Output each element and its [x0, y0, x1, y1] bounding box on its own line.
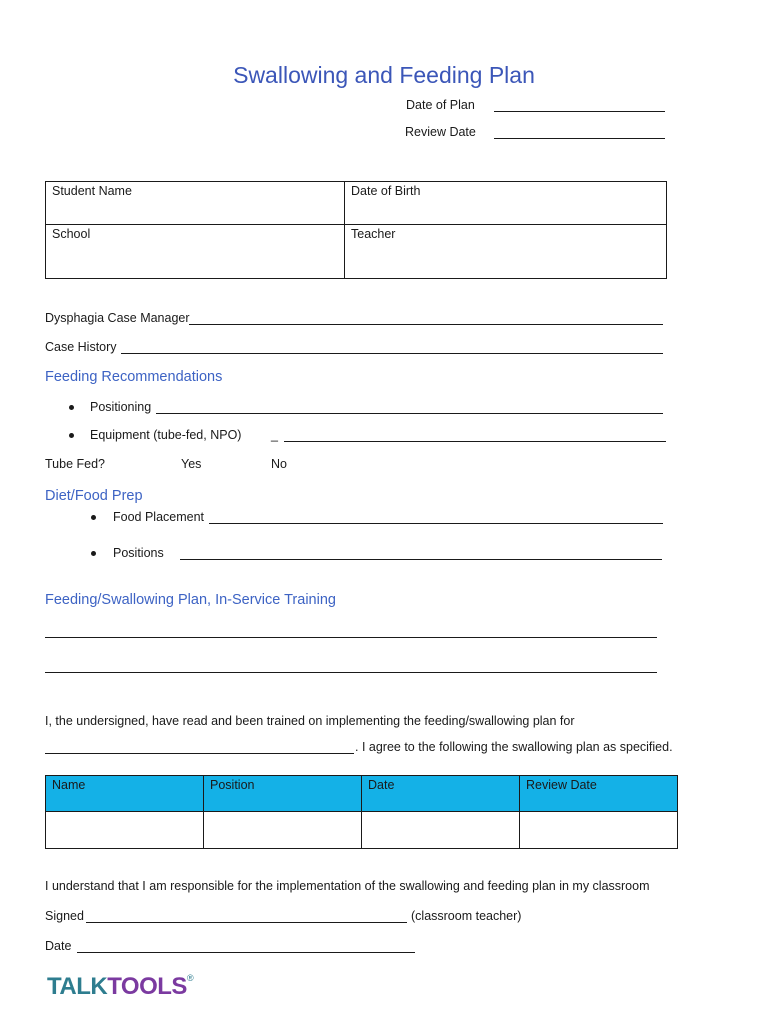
equipment-label: Equipment (tube-fed, NPO): [90, 428, 242, 442]
name-column-header: Name: [46, 776, 204, 812]
school-label: School: [52, 227, 91, 241]
date-column-header: Date: [362, 776, 520, 812]
diet-food-prep-heading: Diet/Food Prep: [45, 488, 143, 504]
equipment-prefix: _: [271, 428, 278, 442]
signed-suffix: (classroom teacher): [411, 909, 522, 923]
training-field-line-2[interactable]: [45, 672, 657, 673]
feeding-recommendations-heading: Feeding Recommendations: [45, 369, 223, 385]
positioning-field[interactable]: [156, 413, 663, 414]
bullet-icon: [91, 551, 96, 556]
review-date-label: Review Date: [405, 125, 476, 139]
teacher-cell[interactable]: [345, 225, 667, 279]
positions-field[interactable]: [180, 559, 662, 560]
equipment-field[interactable]: [284, 441, 666, 442]
table-row: [46, 812, 678, 849]
case-manager-label: Dysphagia Case Manager: [45, 311, 190, 325]
date-field[interactable]: [77, 952, 415, 953]
position-column-header: Position: [204, 776, 362, 812]
positions-label: Positions: [113, 546, 164, 560]
tube-fed-yes-option[interactable]: Yes: [181, 457, 202, 471]
bullet-icon: [91, 515, 96, 520]
date-of-birth-cell[interactable]: [345, 182, 667, 225]
date-label: Date: [45, 939, 72, 953]
case-manager-field[interactable]: [189, 324, 663, 325]
position-cell[interactable]: [204, 812, 362, 849]
date-of-plan-label: Date of Plan: [406, 98, 475, 112]
student-name-cell[interactable]: [46, 182, 345, 225]
student-info-table: [45, 181, 667, 279]
case-history-field[interactable]: [121, 353, 663, 354]
review-date-column-header: Review Date: [520, 776, 678, 812]
teacher-label: Teacher: [351, 227, 396, 241]
food-placement-label: Food Placement: [113, 510, 205, 524]
school-cell[interactable]: [46, 225, 345, 279]
agreement-name-field[interactable]: [45, 753, 354, 754]
signature-table: [45, 775, 678, 849]
agreement-text: I, the undersigned, have read and been trained on implementing the feeding/swallowing plan for: [45, 714, 575, 728]
bullet-icon: [69, 433, 74, 438]
date-of-birth-label: Date of Birth: [351, 184, 421, 198]
teacher-statement: I understand that I am responsible for the implementation of the swallowing and feeding plan in my classroom: [45, 879, 650, 893]
page-title: Swallowing and Feeding Plan: [233, 62, 535, 88]
food-placement-field[interactable]: [209, 523, 663, 524]
signed-field[interactable]: [86, 922, 407, 923]
review-date-cell[interactable]: [520, 812, 678, 849]
student-name-label: Student Name: [52, 184, 132, 198]
review-date-field[interactable]: [494, 138, 665, 139]
tube-fed-label: Tube Fed?: [45, 457, 105, 471]
tube-fed-no-option[interactable]: No: [271, 457, 287, 471]
date-cell[interactable]: [362, 812, 520, 849]
date-of-plan-field[interactable]: [494, 111, 665, 112]
positioning-label: Positioning: [90, 400, 152, 414]
agreement-suffix: . I agree to the following the swallowing plan as specified.: [355, 740, 673, 754]
signed-label: Signed: [45, 909, 84, 923]
case-history-label: Case History: [45, 340, 117, 354]
talktools-logo: TALKTOOLS®: [47, 973, 194, 1000]
name-cell[interactable]: [46, 812, 204, 849]
training-heading: Feeding/Swallowing Plan, In-Service Training: [45, 592, 336, 608]
training-field-line-1[interactable]: [45, 637, 657, 638]
bullet-icon: [69, 405, 74, 410]
